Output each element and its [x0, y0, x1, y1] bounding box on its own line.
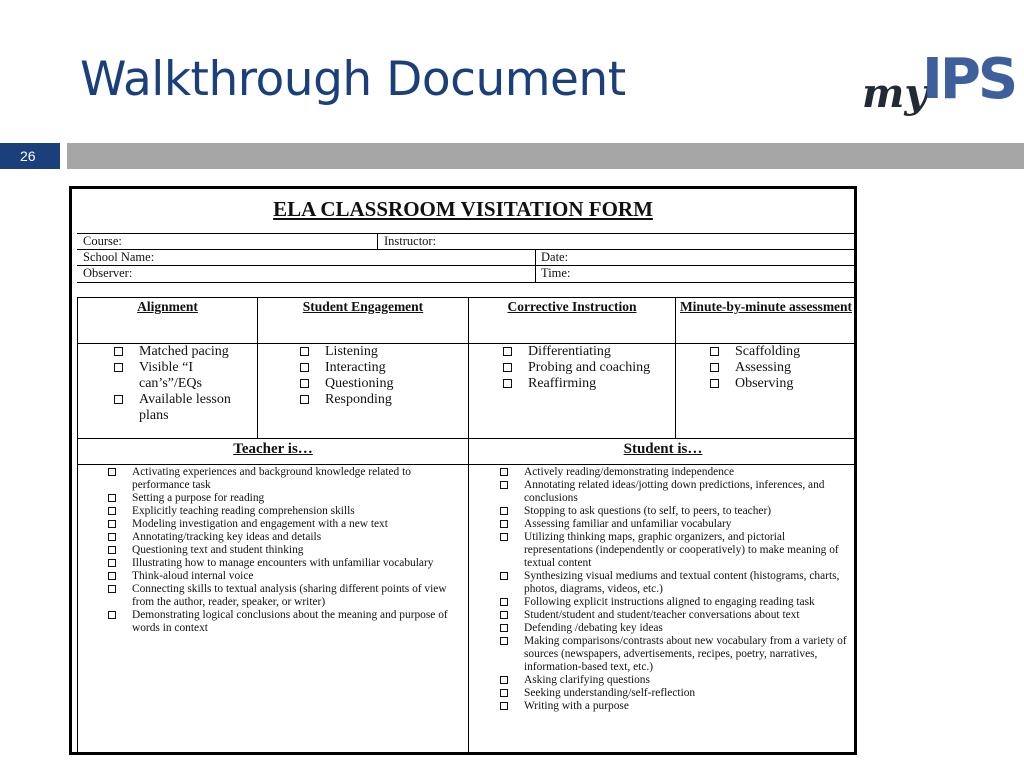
logo-prefix: my [862, 70, 928, 117]
checkbox[interactable] [503, 347, 512, 356]
student-heading: Student is… [623, 441, 703, 457]
checklist-item: Actively reading/demonstrating independence [498, 466, 854, 479]
checkbox[interactable] [300, 347, 309, 356]
form-rule [77, 249, 854, 250]
checklist-item: Explicitly teaching reading comprehension skills [106, 505, 461, 518]
checklist-item: Questioning [300, 376, 465, 392]
form-rule [77, 438, 854, 439]
checkbox[interactable] [500, 611, 508, 619]
checklist-item: Available lesson plans [114, 392, 254, 424]
checkbox[interactable] [500, 624, 508, 632]
checklist-item: Defending /debating key ideas [498, 622, 854, 635]
checklist-item: Connecting skills to textual analysis (sharing different points of view from the author, reader, speaker, or writer) [106, 583, 461, 609]
form-rule [675, 297, 676, 439]
checklist-item: Demonstrating logical conclusions about the meaning and purpose of words in context [106, 609, 461, 635]
checkbox[interactable] [500, 533, 508, 541]
form-rule [77, 464, 854, 465]
checkbox[interactable] [108, 520, 116, 528]
observer-label: Observer: [83, 266, 133, 280]
checklist-item: Annotating related ideas/jotting down predictions, inferences, and conclusions [498, 479, 854, 505]
teacher-checklist [106, 466, 461, 635]
checkbox[interactable] [500, 481, 508, 489]
form-rule [77, 297, 78, 755]
checklist-item: Responding [300, 392, 465, 408]
engagement-checklist [300, 344, 465, 408]
checklist-item: Activating experiences and background knowledge related to performance task [106, 466, 461, 492]
assessment-checklist [710, 344, 850, 392]
checkbox[interactable] [503, 363, 512, 372]
checkbox[interactable] [108, 468, 116, 476]
checklist-item: Asking clarifying questions [498, 674, 854, 687]
category-heading: Alignment [137, 299, 198, 314]
checkbox[interactable] [108, 546, 116, 554]
checklist-item: Assessing familiar and unfamiliar vocabulary [498, 518, 854, 531]
checkbox[interactable] [108, 572, 116, 580]
checkbox[interactable] [108, 494, 116, 502]
checkbox[interactable] [500, 702, 508, 710]
checklist-item: Visible “I can’s”/EQs [114, 360, 254, 392]
checkbox[interactable] [114, 395, 123, 404]
checkbox[interactable] [503, 379, 512, 388]
school-name-label: School Name: [83, 250, 155, 264]
checklist-item: Student/student and student/teacher conversations about text [498, 609, 854, 622]
checkbox[interactable] [500, 637, 508, 645]
checkbox[interactable] [500, 507, 508, 515]
date-label: Date: [541, 250, 569, 264]
checkbox[interactable] [710, 347, 719, 356]
corrective-checklist [503, 344, 658, 392]
checklist-item: Observing [710, 376, 850, 392]
checklist-item: Interacting [300, 360, 465, 376]
checkbox[interactable] [300, 379, 309, 388]
time-label: Time: [541, 266, 571, 280]
checkbox[interactable] [500, 468, 508, 476]
checklist-item: Probing and coaching [503, 360, 658, 376]
category-heading: Student Engagement [302, 299, 424, 314]
checkbox[interactable] [108, 585, 116, 593]
checklist-item: Assessing [710, 360, 850, 376]
checklist-item: Modeling investigation and engagement with a new text [106, 518, 461, 531]
checkbox[interactable] [300, 395, 309, 404]
form-title: ELA CLASSROOM VISITATION FORM [273, 197, 653, 221]
checklist-item: Synthesizing visual mediums and textual content (histograms, charts, photos, diagrams, videos, etc.) [498, 570, 854, 596]
checkbox[interactable] [114, 347, 123, 356]
checkbox[interactable] [710, 379, 719, 388]
checklist-item: Think-aloud internal voice [106, 570, 461, 583]
checkbox[interactable] [500, 520, 508, 528]
category-heading: Corrective Instruction [507, 299, 637, 314]
checklist-item: Setting a purpose for reading [106, 492, 461, 505]
checkbox[interactable] [500, 676, 508, 684]
checklist-item: Seeking understanding/self-reflection [498, 687, 854, 700]
teacher-heading: Teacher is… [233, 441, 313, 457]
checkbox[interactable] [108, 559, 116, 567]
checklist-item: Scaffolding [710, 344, 850, 360]
checkbox[interactable] [300, 363, 309, 372]
checkbox[interactable] [114, 363, 123, 372]
slide-number: 26 [0, 143, 60, 169]
checkbox[interactable] [500, 572, 508, 580]
form-rule [377, 233, 378, 249]
alignment-checklist [114, 344, 254, 424]
checkbox[interactable] [500, 598, 508, 606]
header-divider-bar [67, 143, 1024, 169]
form-rule [535, 249, 536, 282]
checkbox[interactable] [108, 611, 116, 619]
checkbox[interactable] [500, 689, 508, 697]
form-rule [77, 233, 854, 234]
checklist-item: Annotating/tracking key ideas and details [106, 531, 461, 544]
checklist-item: Questioning text and student thinking [106, 544, 461, 557]
myips-logo [858, 47, 1016, 124]
instructor-label: Instructor: [384, 234, 437, 248]
checklist-item: Following explicit instructions aligned to engaging reading task [498, 596, 854, 609]
course-label: Course: [83, 234, 122, 248]
logo-name: IPS [922, 47, 1016, 112]
form-rule [257, 297, 258, 439]
form-rule [468, 297, 469, 755]
checklist-item: Utilizing thinking maps, graphic organizers, and pictorial representations (independently or cooperatively) to make meaning of textual content [498, 531, 854, 570]
checklist-item: Making comparisons/contrasts about new vocabulary from a variety of sources (newspapers, advertisements, recipes, poetry, narratives, information-based text, etc.) [498, 635, 854, 674]
checklist-item: Writing with a purpose [498, 700, 854, 713]
checkbox[interactable] [108, 507, 116, 515]
checklist-item: Stopping to ask questions (to self, to peers, to teacher) [498, 505, 854, 518]
visitation-form [69, 186, 857, 755]
checklist-item: Differentiating [503, 344, 658, 360]
form-rule [77, 265, 854, 266]
checklist-item: Reaffirming [503, 376, 658, 392]
category-heading: Minute-by-minute assessment [679, 299, 853, 314]
checklist-item: Matched pacing [114, 344, 254, 360]
checkbox[interactable] [108, 533, 116, 541]
form-rule [77, 297, 854, 298]
checkbox[interactable] [710, 363, 719, 372]
student-checklist [498, 466, 854, 713]
form-rule [77, 282, 854, 283]
slide-title: Walkthrough Document [80, 52, 626, 107]
checklist-item: Listening [300, 344, 465, 360]
checklist-item: Illustrating how to manage encounters with unfamiliar vocabulary [106, 557, 461, 570]
